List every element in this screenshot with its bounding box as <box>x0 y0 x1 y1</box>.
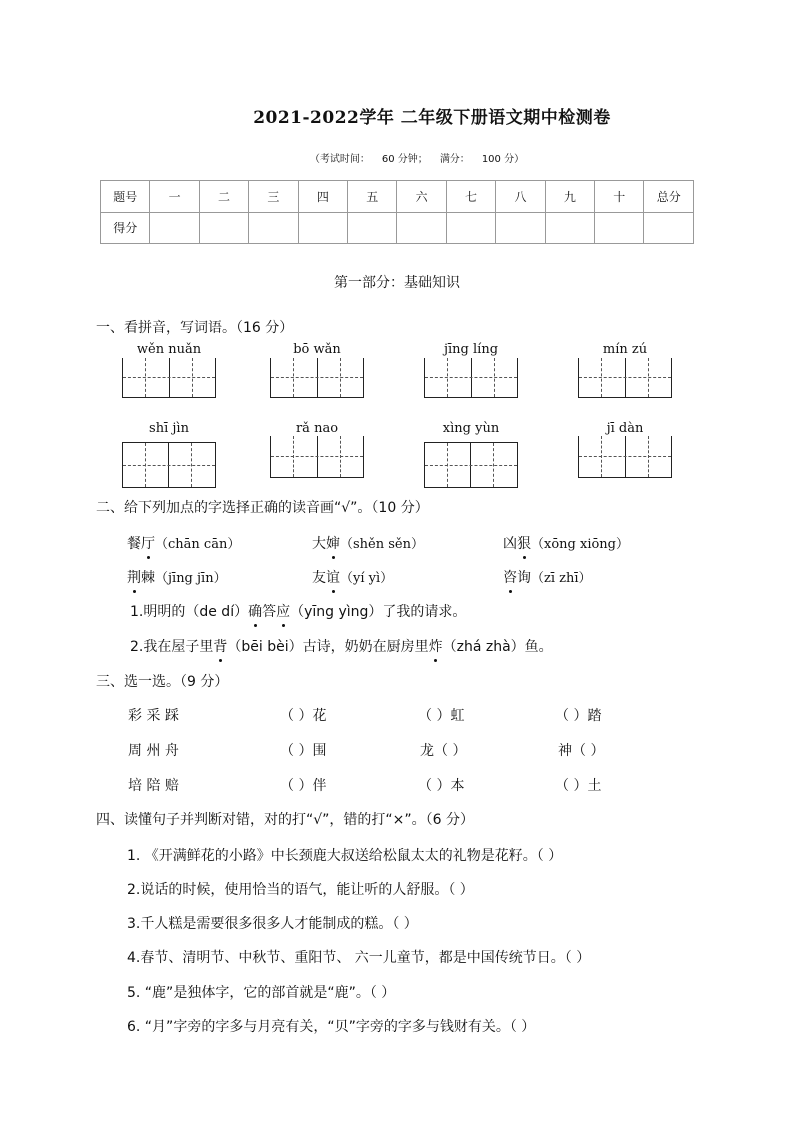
pinyin-label: mín zú <box>602 342 648 357</box>
score-header-cell: 四 <box>298 181 347 213</box>
score-header-cell: 八 <box>496 181 545 213</box>
exam-title: 2021-2022学年 二年级下册语文期中检测卷 <box>253 108 611 128</box>
score-cell[interactable] <box>496 212 545 244</box>
score-cell[interactable] <box>446 212 495 244</box>
choice-blank[interactable]: （ ）本 <box>418 778 465 794</box>
dotted-char: 炸 <box>429 636 443 656</box>
judge-item[interactable]: 2.说话的时候，使用恰当的语气，能让听的人舒服。（ ） <box>127 882 474 898</box>
choice-blank[interactable]: （ ）土 <box>555 778 602 794</box>
score-cell[interactable] <box>150 212 199 244</box>
score-header-cell: 三 <box>249 181 298 213</box>
choice-blank[interactable]: （ ）围 <box>280 743 327 759</box>
pinyin-label: jīng líng <box>443 342 499 357</box>
writing-grid[interactable] <box>122 442 216 488</box>
judge-item[interactable]: 3.千人糕是需要很多很多人才能制成的糕。（ ） <box>127 916 418 932</box>
writing-grid[interactable] <box>270 436 364 478</box>
judge-item[interactable]: 5. “鹿”是独体字，它的部首就是“鹿”。（ ） <box>127 985 396 1001</box>
dotted-char: 咨 <box>503 567 517 587</box>
choice-chars: 周 州 舟 <box>128 743 179 759</box>
score-cell[interactable] <box>348 212 397 244</box>
score-header-cell: 题号 <box>101 181 150 213</box>
judge-item[interactable]: 1. 《开满鲜花的小路》中长颈鹿大叔送给松鼠太太的礼物是花籽。（ ） <box>127 848 563 864</box>
writing-grid[interactable] <box>270 358 364 398</box>
exam-info <box>0 150 794 165</box>
choice-blank[interactable]: 神（ ） <box>558 743 605 759</box>
pinyin-options[interactable]: （zī zhī） <box>531 571 592 586</box>
score-table-header-row <box>101 181 694 213</box>
score-cell[interactable] <box>545 212 594 244</box>
pinyin-options[interactable]: （shěn sěn） <box>340 537 424 552</box>
pinyin-label: rǎ nao <box>295 421 339 436</box>
dotted-char: 背 <box>213 636 227 656</box>
word-char: 棘 <box>141 570 155 586</box>
dotted-char: 狠 <box>517 533 531 553</box>
reading-word <box>312 567 393 587</box>
score-header-cell: 总分 <box>644 181 694 213</box>
writing-grid[interactable] <box>424 442 518 488</box>
score-header-cell: 九 <box>545 181 594 213</box>
word-char: 询 <box>517 570 531 586</box>
score-cell[interactable] <box>199 212 248 244</box>
sentence-text: 1.明明的（de dí） <box>130 604 249 620</box>
choice-blank[interactable]: 龙（ ） <box>420 743 467 759</box>
pinyin-options[interactable]: （xōng xiōng） <box>531 537 629 552</box>
pinyin-label: bō wǎn <box>293 342 341 357</box>
sentence-text: （zhá zhà）鱼。 <box>442 639 553 655</box>
exam-info-open: （考试时间： <box>309 154 370 165</box>
dotted-char: 应 <box>276 601 290 621</box>
exam-score-label: 满分： <box>439 154 470 165</box>
word-char: 大 <box>312 536 326 552</box>
exam-time: 60 分钟； <box>381 154 428 165</box>
reading-word <box>312 533 424 553</box>
score-cell[interactable] <box>644 212 694 244</box>
section-1-heading: 一、看拼音，写词语。（16 分） <box>96 320 294 336</box>
pinyin-options[interactable]: （yí yì） <box>340 571 394 586</box>
pinyin-label: xìng yùn <box>442 421 500 436</box>
sentence-text: 答 <box>262 604 277 620</box>
writing-grid[interactable] <box>122 358 216 398</box>
score-row-label: 得分 <box>101 212 150 244</box>
reading-sentence-1 <box>130 601 466 621</box>
score-header-cell: 五 <box>348 181 397 213</box>
choice-blank[interactable]: （ ）虹 <box>418 708 465 724</box>
reading-word <box>127 567 227 587</box>
score-cell[interactable] <box>298 212 347 244</box>
pinyin-label: jī dàn <box>606 421 644 436</box>
pinyin-label: shī jìn <box>149 421 189 436</box>
sentence-text: （bēi bèi）古诗，奶奶在厨房里 <box>227 639 429 655</box>
choice-chars: 彩 采 踩 <box>128 708 179 724</box>
word-char: 凶 <box>503 536 517 552</box>
part-one-title: 第一部分：基础知识 <box>334 275 460 291</box>
reading-sentence-2 <box>130 636 553 656</box>
reading-word <box>127 533 240 553</box>
score-table <box>100 180 694 244</box>
section-2-heading: 二、给下列加点的字选择正确的读音画“√”。（10 分） <box>96 500 429 516</box>
choice-blank[interactable]: （ ）踏 <box>555 708 602 724</box>
dotted-char: 荆 <box>127 567 141 587</box>
judge-item[interactable]: 4.春节、清明节、中秋节、重阳节、 六一儿童节，都是中国传统节日。（ ） <box>127 950 591 966</box>
score-header-cell: 六 <box>397 181 446 213</box>
choice-blank[interactable]: （ ）伴 <box>280 778 327 794</box>
score-header-cell: 一 <box>150 181 199 213</box>
choice-blank[interactable]: （ ）花 <box>280 708 327 724</box>
score-header-cell: 七 <box>446 181 495 213</box>
pinyin-label: wěn nuǎn <box>136 342 202 357</box>
reading-word <box>503 533 629 553</box>
score-table-score-row <box>101 212 694 244</box>
pinyin-options[interactable]: （jīng jīn） <box>155 571 227 586</box>
choice-chars: 培 陪 赔 <box>128 778 179 794</box>
score-header-cell: 十 <box>595 181 644 213</box>
dotted-char: 谊 <box>326 567 340 587</box>
dotted-char: 婶 <box>326 533 340 553</box>
reading-word <box>503 567 592 587</box>
section-3-heading: 三、选一选。（9 分） <box>96 674 229 690</box>
word-char: 餐 <box>127 536 141 552</box>
judge-item[interactable]: 6. “月”字旁的字多与月亮有关，“贝”字旁的字多与钱财有关。（ ） <box>127 1019 536 1035</box>
exam-score: 100 分） <box>481 154 525 165</box>
writing-grid[interactable] <box>578 436 672 478</box>
dotted-char: 确 <box>248 601 262 621</box>
pinyin-options[interactable]: （chān cān） <box>155 537 241 552</box>
score-header-cell: 二 <box>199 181 248 213</box>
score-cell[interactable] <box>249 212 298 244</box>
sentence-text: 2.我在屋子里 <box>130 639 214 655</box>
sentence-text: （yīng yìng）了我的请求。 <box>290 604 467 620</box>
word-char: 友 <box>312 570 326 586</box>
score-cell[interactable] <box>595 212 644 244</box>
section-4-heading: 四、读懂句子并判断对错，对的打“√”，错的打“×”。（6 分） <box>96 812 475 828</box>
dotted-char: 厅 <box>141 533 155 553</box>
writing-grid[interactable] <box>578 358 672 398</box>
score-cell[interactable] <box>397 212 446 244</box>
writing-grid[interactable] <box>424 358 518 398</box>
